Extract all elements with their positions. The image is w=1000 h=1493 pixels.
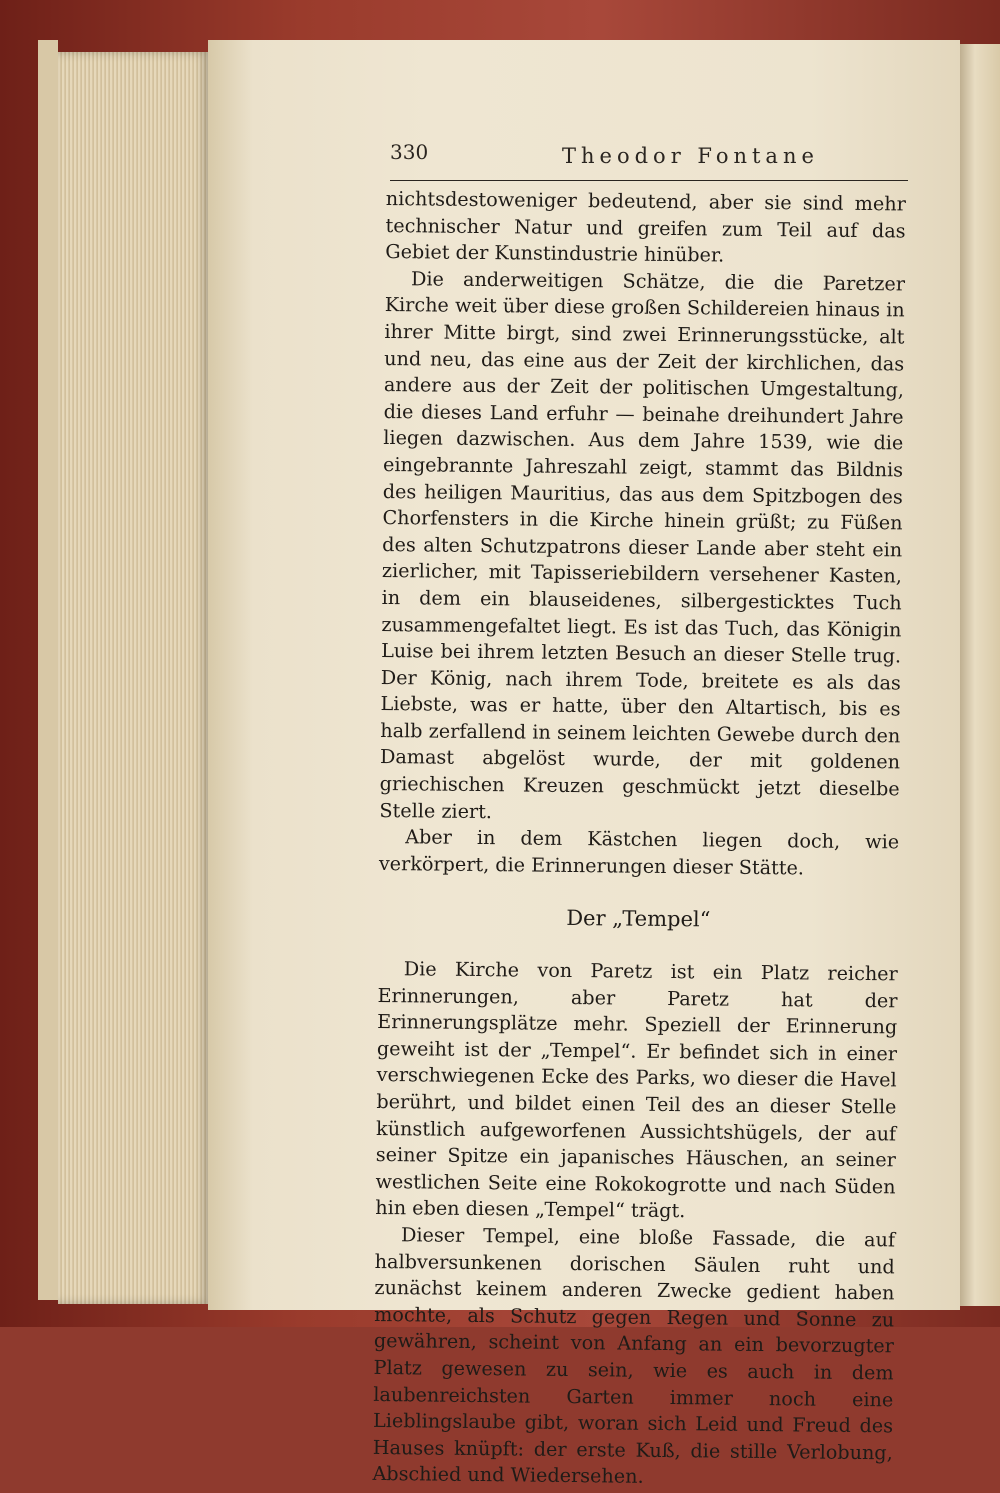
paragraph-1: nichtsdestoweniger bedeutend, aber sie sind mehr technischer Natur und greifen zum Teil auf das Gebiet der Kunstindustrie hinüber.	[385, 186, 906, 267]
body-text	[372, 186, 906, 1493]
running-head: Theodor Fontane	[562, 144, 819, 168]
paragraph-2: Die anderweitigen Schätze, die die Paretzer Kirche weit über diese großen Schildereien hinaus in ihrer Mitte birgt, sind zwei Erinnerungsstücke, alt und neu, das eine aus der Zeit der kirchlichen, das andere aus der Zeit der politischen Umgestaltung, die dieses Land erfuhr — beinahe dreihundert Jahre liegen dazwischen. Aus dem Jahre 1539, wie die eingebrannte Jahreszahl zeigt, stammt das Bildnis des heiligen Mauritius, das aus dem Spitzbogen des Chorfensters in die Kirche hinein grüßt; zu Füßen des alten Schutzpatrons dieser Lande aber steht ein zierlicher, mit Tapisseriebildern versehener Kasten, in dem ein blauseidenes, silbergesticktes Tuch zusammengefaltet liegt. Es ist das Tuch, das Königin Luise bei ihrem letzten Besuch an dieser Stelle trug. Der König, nach ihrem Tode, breitete es als das Liebste, was er hatte, über den Altartisch, bis es halb zerfallend in seinem leichten Gewebe durch den Damast abgelöst wurde, der mit goldenen griechischen Kreuzen geschmückt jetzt dieselbe Stelle ziert.	[379, 267, 906, 823]
right-page-edges	[958, 44, 1000, 1306]
paragraph-5: Dieser Tempel, eine bloße Fassade, die auf halbversunkenen dorischen Säulen ruht und zunächst keinem anderen Zwecke gedient haben mochte, als Schutz gegen Regen und Sonne zu gewähren, scheint von Anfang an ein bevorzugter Platz gewesen zu sein, wie es auch in dem laubenreichsten Garten immer noch eine Lieblingslaube gibt, woran sich Leid und Freud des Hauses knüpft: der erste Kuß, die stille Verlobung, Abschied und Wiedersehen.	[372, 1223, 896, 1489]
paragraph-4: Die Kirche von Paretz ist ein Platz reicher Erinnerungen, aber Paretz hat der Erinnerungsplätze mehr. Speziell der Erinnerung geweiht ist der „Tempel“. Er befindet sich in einer verschwiegenen Ecke des Parks, wo dieser die Havel berührt, und bildet einen Teil des an dieser Stelle künstlich aufgeworfenen Aussichtshügels, der auf seiner Spitze ein japanisches Häuschen, an seiner westlichen Seite eine Rokokogrotte und nach Süden hin eben diesen „Tempel“ trägt.	[375, 957, 898, 1223]
page-edges	[58, 52, 210, 1304]
page-number: 330	[390, 140, 429, 164]
page-header	[390, 138, 908, 181]
book-back-page	[38, 40, 58, 1300]
section-heading: Der „Tempel“	[566, 906, 711, 932]
paragraph-3: Aber in dem Kästchen liegen doch, wie verkörpert, die Erinnerungen dieser Stätte.	[378, 825, 900, 880]
